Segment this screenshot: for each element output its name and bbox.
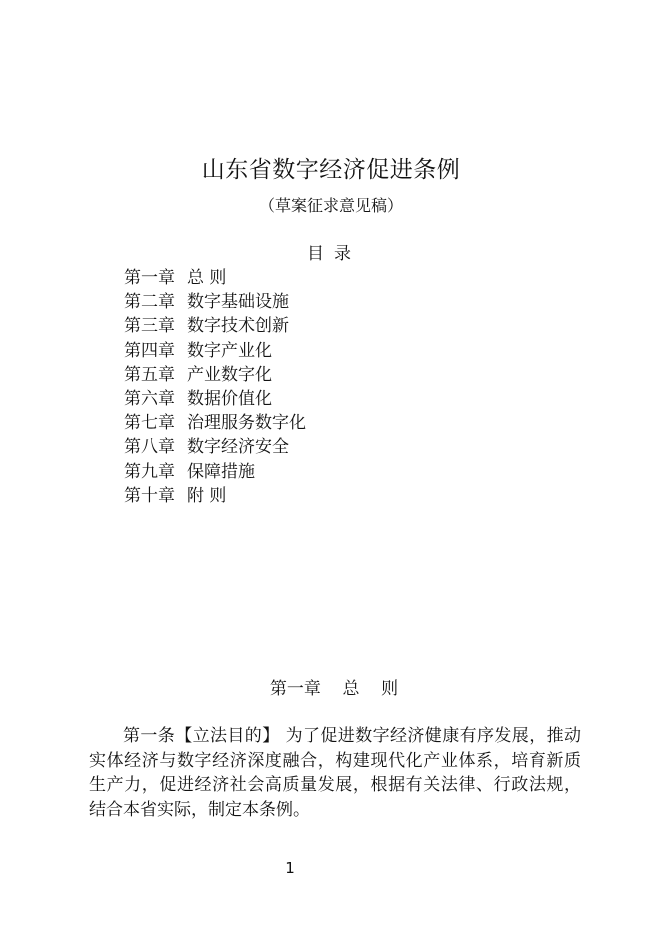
toc-chapter-title: 数字产业化 <box>187 340 272 361</box>
article-text: 为了促进数字经济健康有序发展，推动实体经济与数字经济深度融合，构建现代化产业体系，培育新质生产力，促进经济社会高质量发展，根据有关法律、行政法规，结合本省实际，制定本条例。 <box>89 726 582 820</box>
toc-chapter-number: 第六章 <box>124 388 175 409</box>
toc-chapter-number: 第四章 <box>124 340 175 361</box>
toc-chapter-number: 第二章 <box>124 292 175 313</box>
toc-chapter-number: 第五章 <box>124 364 175 385</box>
document-title: 山东省数字经济促进条例 <box>201 157 461 183</box>
toc-chapter-title: 数字基础设施 <box>187 292 289 313</box>
toc-chapter-title: 附 则 <box>187 485 227 506</box>
article-paragraph <box>89 724 581 822</box>
toc-item <box>124 460 306 484</box>
chapter-heading: 第一章 总 则 <box>269 679 399 699</box>
toc-chapter-title: 保障措施 <box>187 461 255 482</box>
toc-chapter-title: 总 则 <box>187 268 227 288</box>
toc-chapter-title: 数字经济安全 <box>187 437 289 458</box>
toc-chapter-title: 数字技术创新 <box>187 316 289 337</box>
toc-item <box>124 314 306 338</box>
toc-heading: 目录 <box>307 244 361 264</box>
toc-item <box>124 387 306 411</box>
toc-item <box>124 266 306 290</box>
toc-item <box>124 411 306 435</box>
toc-item <box>124 339 306 363</box>
toc-chapter-number: 第一章 <box>124 268 175 288</box>
toc-item <box>124 363 306 387</box>
document-subtitle: （草案征求意见稿） <box>258 196 403 215</box>
table-of-contents <box>124 266 306 508</box>
toc-item <box>124 290 306 314</box>
toc-item <box>124 435 306 459</box>
toc-item <box>124 484 306 508</box>
toc-chapter-number: 第十章 <box>124 485 175 506</box>
toc-chapter-title: 治理服务数字化 <box>187 413 306 434</box>
toc-chapter-number: 第三章 <box>124 316 175 337</box>
toc-chapter-number: 第九章 <box>124 461 175 482</box>
toc-chapter-title: 产业数字化 <box>187 364 272 385</box>
toc-chapter-number: 第七章 <box>124 413 175 434</box>
toc-chapter-title: 数据价值化 <box>187 388 272 409</box>
toc-chapter-number: 第八章 <box>124 437 175 458</box>
page-number: 1 <box>285 859 295 877</box>
article-label: 第一条【立法目的】 <box>123 726 280 746</box>
